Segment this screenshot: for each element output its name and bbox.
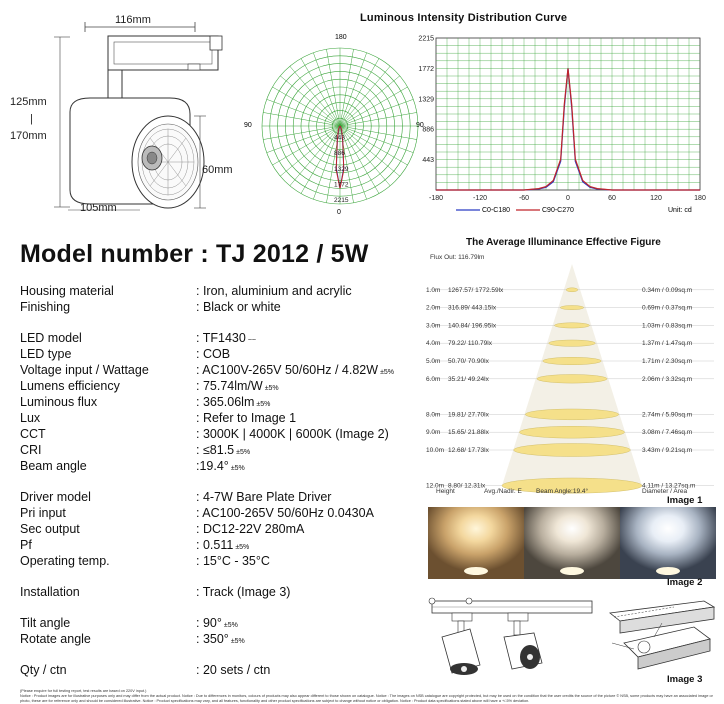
row-height: 3.0m	[426, 322, 441, 330]
light-spot	[560, 567, 584, 575]
depth-dimension: 105mm	[80, 202, 117, 214]
polar-intensity-chart	[240, 30, 440, 220]
x-tick-label: 180	[694, 195, 706, 202]
spec-value	[196, 505, 420, 521]
spec-row	[20, 521, 420, 537]
polar-ring-label: 1772	[334, 181, 349, 189]
spec-gap	[20, 315, 420, 330]
row-height: 1.0m	[426, 286, 441, 294]
spec-value-text: : 75.74lm/W	[196, 379, 263, 393]
spec-tolerance: ±5%	[230, 465, 245, 472]
spec-label: Pf	[20, 538, 32, 552]
col-height-label: Height	[436, 488, 455, 495]
spec-value-text: : 350°	[196, 632, 229, 646]
row-height: 8.0m	[426, 411, 441, 419]
spec-value-text: : COB	[196, 347, 231, 361]
row-avg-lux: 140.84/ 196.95lx	[448, 322, 497, 330]
spec-value-text: : 4-7W Bare Plate Driver	[196, 490, 332, 504]
spec-value	[196, 283, 420, 299]
row-diameter: 0.69m / 0.37sq.m	[642, 304, 693, 312]
spec-label: CRI	[20, 443, 42, 457]
spec-tolerance: ±5%	[235, 544, 250, 551]
spec-row	[20, 458, 420, 474]
spec-row	[20, 553, 420, 569]
illuminance-svg	[422, 250, 722, 500]
spec-label: Rotate angle	[20, 632, 91, 646]
spec-row	[20, 283, 420, 299]
row-avg-lux: 316.89/ 443.15lx	[448, 304, 497, 312]
spec-tolerance: ~~	[247, 337, 256, 344]
spec-row	[20, 489, 420, 505]
lidc-title: Luminous Intensity Distribution Curve	[360, 12, 568, 24]
spec-label: Installation	[20, 585, 80, 599]
row-diameter: 2.74m / 5.90sq.m	[642, 411, 693, 419]
spec-value	[196, 584, 420, 600]
spec-label: LED model	[20, 331, 82, 345]
flux-out-label: Flux Out: 116.79lm	[430, 254, 485, 261]
spec-label: Housing material	[20, 284, 114, 298]
product-dimension-drawing	[10, 12, 250, 222]
illuminance-ellipse	[566, 288, 578, 292]
spec-value-text: : Track (Image 3)	[196, 585, 291, 599]
illuminance-ellipse	[514, 444, 631, 457]
qty-note: (Please enquire for full testing report, test results are based on 220V input.)	[20, 689, 147, 693]
spec-value	[196, 615, 420, 631]
spec-value	[196, 553, 420, 569]
illuminance-ellipse	[543, 357, 601, 365]
spec-value-text: : 20 sets / ctn	[196, 663, 271, 677]
spec-value-text: : Iron, aluminium and acrylic	[196, 284, 352, 298]
spec-label: Lux	[20, 411, 41, 425]
unit-label: Unit: cd	[668, 207, 692, 214]
row-avg-lux: 19.81/ 27.70lx	[448, 411, 489, 419]
row-avg-lux: 12.68/ 17.73lx	[448, 447, 489, 454]
spec-value	[196, 330, 420, 346]
polar-label-right: 90	[416, 122, 424, 129]
spec-value-text: :19.4°	[196, 459, 229, 473]
illuminance-ellipse	[537, 375, 607, 384]
col-avg-label: Avg./Nadir. E	[484, 488, 522, 495]
spec-value	[196, 489, 420, 505]
row-diameter: 3.08m / 7.46sq.m	[642, 429, 693, 437]
illuminance-ellipse	[520, 426, 625, 438]
y-tick-label: 2215	[418, 35, 434, 43]
spec-row	[20, 615, 420, 631]
height-dimension-bottom: 170mm	[10, 130, 47, 142]
spec-gap	[20, 647, 420, 662]
spec-value-text: : AC100V-265V 50/60Hz / 4.82W	[196, 363, 379, 377]
spec-row	[20, 662, 420, 678]
cartesian-intensity-chart	[420, 30, 720, 220]
spec-tolerance: ±5%	[223, 622, 238, 629]
spec-row	[20, 330, 420, 346]
spec-value-text: : 15°C - 35°C	[196, 554, 270, 568]
diameter-dimension: 60mm	[202, 164, 233, 176]
spec-row	[20, 584, 420, 600]
spec-row	[20, 378, 420, 394]
spec-tolerance: ±5%	[380, 369, 395, 376]
illuminance-title: The Average Illuminance Effective Figure	[466, 237, 661, 248]
polar-ring-label: 1329	[334, 165, 349, 173]
illuminance-ellipse	[549, 340, 596, 346]
illuminance-ellipse	[560, 306, 583, 310]
polar-label-bottom: 0	[337, 209, 341, 216]
spec-value-text: : DC12-22V 280mA	[196, 522, 305, 536]
polar-ring-label: 443	[334, 134, 345, 142]
spec-value	[196, 426, 420, 442]
spec-value-text: : 365.06lm	[196, 395, 255, 409]
image3-caption: Image 3	[667, 674, 703, 685]
spec-label: Driver model	[20, 490, 91, 504]
legend-label-c0: C0-C180	[482, 207, 511, 214]
cct-photo-4000k	[524, 507, 620, 579]
spec-value	[196, 346, 420, 362]
polar-ring-label: 886	[334, 150, 345, 158]
row-avg-lux: 35.21/ 49.24lx	[448, 375, 489, 383]
spec-tolerance: ±5%	[256, 401, 271, 408]
spec-label: Finishing	[20, 300, 71, 314]
y-tick-label: 443	[422, 157, 434, 165]
spec-value-text: : 0.511	[196, 538, 234, 552]
row-diameter: 1.37m / 1.47sq.m	[642, 340, 693, 348]
spec-tolerance: ±5%	[264, 385, 279, 392]
spec-row	[20, 505, 420, 521]
spec-row	[20, 537, 420, 553]
row-avg-lux: 1267.57/ 1772.59lx	[448, 286, 504, 294]
col-diameter-label: Diameter / Area	[642, 488, 688, 495]
spec-gap	[20, 474, 420, 489]
spec-row	[20, 362, 420, 378]
spec-label: LED type	[20, 347, 72, 361]
width-dimension: 116mm	[115, 14, 151, 26]
spec-label: Qty / ctn	[20, 663, 67, 677]
row-diameter: 0.34m / 0.09sq.m	[642, 286, 693, 294]
spec-value	[196, 378, 420, 394]
height-dimension-top: 125mm	[10, 96, 47, 108]
spec-value	[196, 521, 420, 537]
row-diameter: 2.06m / 3.32sq.m	[642, 375, 693, 383]
spec-row	[20, 299, 420, 315]
spec-row	[20, 410, 420, 426]
spec-label: Tilt angle	[20, 616, 71, 630]
installation-drawing	[424, 593, 724, 678]
row-height: 9.0m	[426, 429, 441, 437]
spec-label: Lumens efficiency	[20, 379, 120, 393]
y-tick-label: 886	[422, 126, 434, 134]
spec-value	[196, 299, 420, 315]
spec-label: Beam angle	[20, 459, 87, 473]
x-tick-label: -120	[472, 195, 488, 202]
spec-gap	[20, 569, 420, 584]
col-beam-label: Beam Angle:19.4°	[536, 488, 589, 495]
spec-label: Luminous flux	[20, 395, 98, 409]
height-dimension-separator: |	[30, 113, 33, 125]
spec-value	[196, 537, 420, 553]
legend-label-c90: C90-C270	[542, 207, 574, 214]
spec-value	[196, 442, 420, 458]
spec-value-text: : TF1430	[196, 331, 246, 345]
x-tick-label: -180	[428, 195, 444, 202]
polar-ring-label: 2215	[334, 197, 349, 204]
row-avg-lux: 15.65/ 21.88lx	[448, 429, 489, 437]
row-diameter: 1.03m / 0.83sq.m	[642, 322, 693, 330]
spec-label: Pri input	[20, 506, 66, 520]
cartesian-grid	[436, 38, 700, 190]
spec-row	[20, 631, 420, 647]
row-height: 10.0m	[426, 447, 445, 454]
spec-label: Operating temp.	[20, 554, 110, 568]
spec-value	[196, 394, 420, 410]
row-avg-lux: 8.80/ 12.31lx	[448, 482, 486, 490]
cct-photo-3000k	[428, 507, 524, 579]
row-height: 6.0m	[426, 375, 441, 383]
spec-row	[20, 426, 420, 442]
cartesian-legend	[456, 207, 692, 214]
spec-value	[196, 362, 420, 378]
polar-label-top: 180	[335, 34, 347, 41]
row-avg-lux: 50.70/ 70.90lx	[448, 358, 489, 365]
y-tick-label: 1772	[418, 65, 434, 73]
light-spot	[464, 567, 488, 575]
spec-gap	[20, 600, 420, 615]
row-height: 4.0m	[426, 340, 441, 348]
product-drawing-svg	[10, 12, 250, 222]
installation-svg	[424, 593, 724, 678]
spec-value	[196, 662, 420, 678]
row-diameter: 4.11m / 13.27sq.m	[642, 482, 696, 490]
spec-value	[196, 631, 420, 647]
cct-photo-6000k	[620, 507, 716, 579]
model-number-heading: Model number : TJ 2012 / 5W	[20, 240, 369, 268]
polar-label-left: 90	[244, 122, 252, 129]
spec-label: Sec output	[20, 522, 80, 536]
spec-value-text: : AC100-265V 50/60Hz 0.0430A	[196, 506, 374, 520]
polar-ring-labels	[334, 135, 349, 204]
spec-value-text: : Refer to Image 1	[196, 411, 297, 425]
illuminance-figure	[422, 250, 722, 500]
spec-value	[196, 458, 420, 474]
x-tick-label: 120	[650, 195, 662, 202]
row-height: 12.0m	[426, 482, 445, 490]
cartesian-chart-svg	[420, 30, 720, 220]
spec-list	[20, 283, 420, 678]
spec-value-text: : 3000K | 4000K | 6000K (Image 2)	[196, 427, 389, 441]
row-height: 5.0m	[426, 358, 441, 365]
image2-caption: Image 2	[667, 577, 703, 588]
illuminance-ellipse	[555, 323, 590, 328]
spec-value	[196, 410, 420, 426]
spec-label: Voltage input / Wattage	[20, 363, 149, 377]
footer-notice	[20, 689, 720, 704]
spec-tolerance: ±5%	[230, 638, 245, 645]
row-avg-lux: 79.22/ 110.79lx	[448, 340, 492, 348]
notice-text: Notice : Product images are for illustrative purposes only and may differ from the actual product. Notice : Due to differences in monitors, colours of products may also appear different to those shown on catalogue. Notice : The images on NSB catalogue are copyright protected, but may be used on the condition that the user credits the source of the picture © NSB, some products may have an associated image or photo, these are for reference only and should be considered illustrative. Notice : Product specifications may vary, and all features, functionality and other product specifications are subject to change without notice or obligation. Notice : Product data specifications stated above will have a +/-5% deviation.	[20, 694, 713, 703]
light-spot	[656, 567, 680, 575]
row-diameter: 1.71m / 2.30sq.m	[642, 358, 693, 365]
spec-value-text: : 90°	[196, 616, 222, 630]
spec-row	[20, 394, 420, 410]
row-height: 2.0m	[426, 304, 441, 312]
spec-row	[20, 442, 420, 458]
x-tick-label: -60	[518, 195, 530, 202]
spec-value-text: : Black or white	[196, 300, 281, 314]
y-tick-label: 1329	[418, 96, 434, 104]
polar-chart-svg	[240, 30, 440, 220]
spec-row	[20, 346, 420, 362]
spec-label: CCT	[20, 427, 46, 441]
illuminance-ellipse	[525, 409, 618, 420]
x-tick-label: 60	[608, 195, 616, 202]
spec-tolerance: ±5%	[236, 449, 251, 456]
spec-value-text: : ≤81.5	[196, 443, 235, 457]
row-diameter: 3.43m / 9.21sq.m	[642, 447, 693, 454]
image1-caption: Image 1	[667, 495, 703, 506]
x-tick-label: 0	[566, 195, 570, 202]
